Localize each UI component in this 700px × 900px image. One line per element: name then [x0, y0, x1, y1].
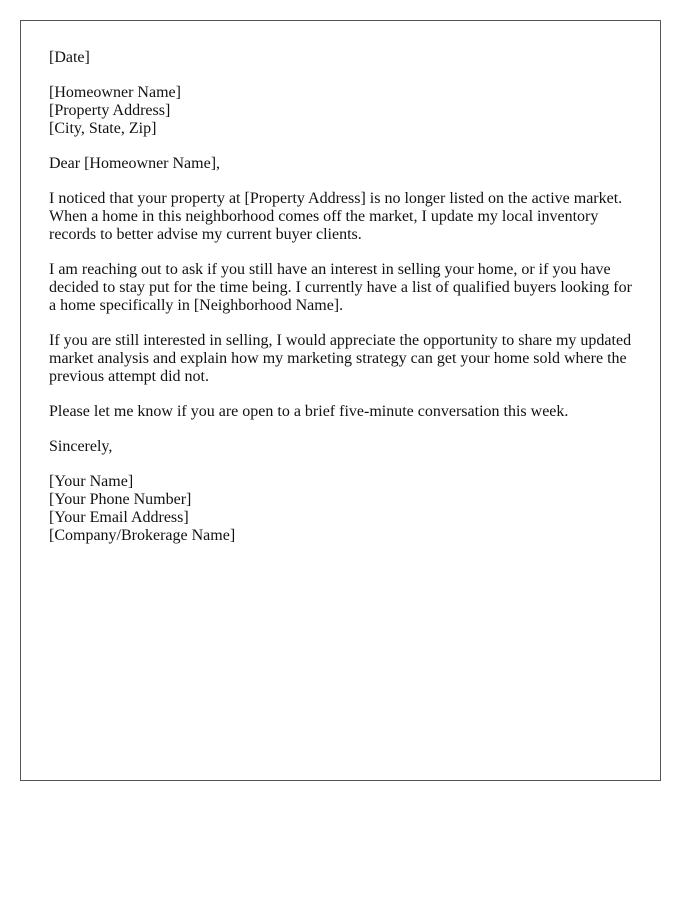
signature-company: [Company/Brokerage Name]: [49, 527, 236, 544]
date-text: [Date]: [49, 49, 90, 66]
paragraph-line: market analysis and explain how my marketing strategy can get your home sold where the: [49, 350, 627, 367]
salutation: [49, 155, 632, 173]
closing: [49, 438, 632, 456]
date: [49, 49, 632, 67]
recipient-address: [49, 84, 632, 138]
paragraph-line: previous attempt did not.: [49, 368, 209, 385]
letter-page: [20, 20, 661, 781]
recipient-street: [Property Address]: [49, 102, 171, 119]
paragraph-line: I noticed that your property at [Property Address] is no longer listed on the active market.: [49, 190, 623, 207]
paragraph-2: [49, 261, 632, 315]
paragraph-line: records to better advise my current buyer clients.: [49, 226, 362, 243]
salutation-text: Dear [Homeowner Name],: [49, 155, 221, 172]
paragraph-line: a home specifically in [Neighborhood Name].: [49, 297, 344, 314]
signature-email: [Your Email Address]: [49, 509, 189, 526]
paragraph-line: decided to stay put for the time being. I currently have a list of qualified buyers looking for: [49, 279, 632, 296]
paragraph-line: When a home in this neighborhood comes off the market, I update my local inventory: [49, 208, 599, 225]
signature-name: [Your Name]: [49, 473, 134, 490]
paragraph-4: [49, 403, 632, 421]
paragraph-line: Please let me know if you are open to a brief five-minute conversation this week.: [49, 403, 569, 420]
recipient-city: [City, State, Zip]: [49, 120, 157, 137]
signature-phone: [Your Phone Number]: [49, 491, 192, 508]
recipient-name: [Homeowner Name]: [49, 84, 181, 101]
paragraph-line: I am reaching out to ask if you still have an interest in selling your home, or if you have: [49, 261, 611, 278]
paragraph-line: If you are still interested in selling, I would appreciate the opportunity to share my updated: [49, 332, 632, 349]
paragraph-3: [49, 332, 632, 386]
paragraph-1: [49, 190, 632, 244]
signature-block: [49, 473, 632, 545]
closing-text: Sincerely,: [49, 438, 113, 455]
letter-content: [49, 49, 632, 562]
